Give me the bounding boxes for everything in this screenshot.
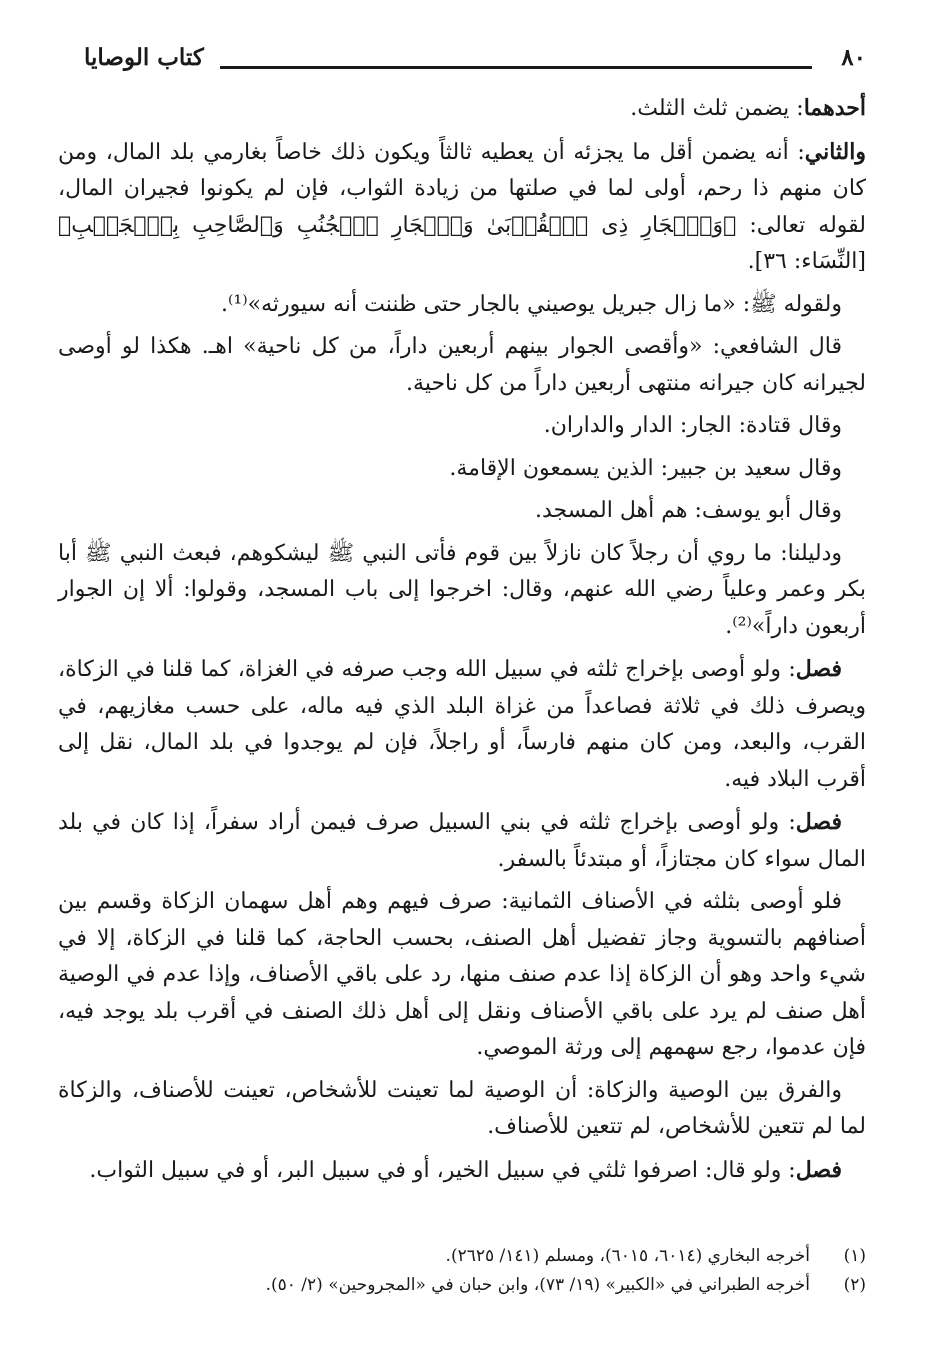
main-text [58,90,866,1195]
paragraph: فلو أوصى بثلثه في الأصناف الثمانية: صرف فيهم وهم أهل سهمان الزكاة وقسم بين أصنافهم بالتسوية وجاز تفضيل أهل الصنف، بحسب الحاجة، كما قلنا في الزكاة، إلا في شيء واحد وهو أن الزكاة إذا عدم صنف منها، رد على باقي الأصناف، وإذا عدم في الوصية أهل صنف لم يرد على باقي الأصناف ونقل إلى أهل ذلك الصنف في أقرب بلد يوجد فيه، فإن عدموا، رجع سهمهم إلى ورثة الموصي. [58,889,866,1060]
paragraph: أحدهما: يضمن ثلث الثلث. [630,95,866,121]
header-rule [220,66,812,69]
paragraph: فصل: ولو أوصى بإخراج ثلثه في سبيل الله وجب صرفه في الغزاة، كما قلنا في الزكاة، ويصرف ذلك في ثلاثة فصاعداً من غزاة البلد الذي فيه ماله، على حسب مغازيهم، في القرب، والبعد، ومن كان منهم فارساً، أو راجلاً، فإن لم يوجدوا في بلد المال، نقل إلى أقرب البلاد فيه. [58,656,866,792]
paragraph: والفرق بين الوصية والزكاة: أن الوصية لما تعينت للأشخاص، تعينت للأصناف، والزكاة لما لم تتعين للأشخاص، لم تتعين للأصناف. [58,1077,866,1139]
paragraph: وقال أبو يوسف: هم أهل المسجد. [534,498,842,523]
page-header [84,40,866,80]
paragraph: ولقوله ﷺ: «ما زال جبريل يوصيني بالجار حتى ظننت أنه سيورثه»⁽¹⁾. [221,291,842,317]
paragraph: وقال سعيد بن جبير: الذين يسمعون الإقامة. [449,455,842,481]
running-title: كتاب الوصايا [84,44,204,71]
paragraph: ودليلنا: ما روي أن رجلاً كان نازلاً بين قوم فأتى النبي ﷺ ليشكوهم، فبعث النبي ﷺ أبا بكر وعمر وعلياً رضي الله عنهم، وقال: اخرجوا إلى باب المسجد، وقولوا: ألا إن الجوار أربعون داراً»⁽²⁾. [58,540,866,639]
paragraph: والثاني: أنه يضمن أقل ما يجزئه أن يعطيه ثالثاً ويكون ذلك خاصاً بغارمي بلد المال، ومن كان منهم ذا رحم، أولى لما في صلتها من زيادة الثواب، فإن لم يكونوا فجيران المال، لقوله تعالى: ﴿وَٱلۡجَارِ ذِى ٱلۡقُرۡبَىٰ وَٱلۡجَارِ ٱلۡجُنُبِ وَٱلصَّاحِبِ بِٱلۡجَنۢبِ﴾ [النِّسَاء: ٣٦]. [58,138,866,274]
footnote: (٢) أخرجه الطبراني في «الكبير» (١٩/ ٧٣)، وابن حبان في «المجروحين» (٢/ ٥٠). [265,1275,866,1295]
page-number: ٨٠ [841,44,866,71]
footnotes [58,1242,866,1300]
paragraph: وقال قتادة: الجار: الدار والداران. [543,413,842,438]
paragraph: قال الشافعي: «وأقصى الجوار بينهم أربعين داراً، من كل ناحية» اهـ. هكذا لو أوصى لجيرانه كان جيرانه منتهى أربعين داراً من كل ناحية. [58,334,866,396]
paragraph: فصل: ولو أوصى بإخراج ثلثه في بني السبيل صرف فيمن أراد سفراً، إذا كان في بلد المال سواء كان مجتازاً، أو مبتدئاً بالسفر. [58,809,866,872]
footnote: (١) أخرجه البخاري (٦٠١٤، ٦٠١٥)، ومسلم (١٤١/ ٢٦٢٥). [445,1246,866,1266]
paragraph: فصل: ولو قال: اصرفوا ثلثي في سبيل الخير، أو في سبيل البر، أو في سبيل الثواب. [89,1156,842,1183]
